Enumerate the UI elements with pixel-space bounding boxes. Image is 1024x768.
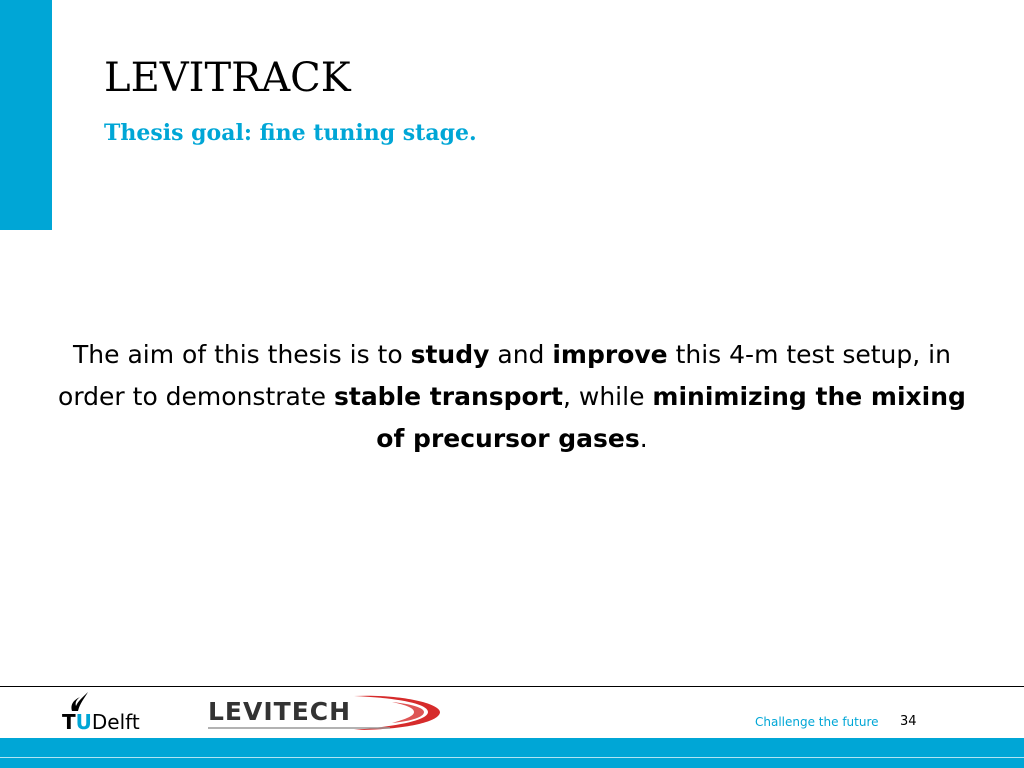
levitech-wordmark: LEVITECH: [208, 697, 352, 726]
body-paragraph: [40, 334, 984, 460]
accent-bar: [0, 0, 52, 230]
levitech-logo: [204, 690, 444, 734]
body-emphasis-minimizing: minimizing the mixing of precursor gases: [376, 382, 966, 453]
body-text-part: The aim of this thesis is to: [73, 340, 411, 369]
tudelft-u: U: [75, 710, 92, 734]
tudelft-flame-icon: [66, 690, 90, 712]
body-text-part: and: [489, 340, 553, 369]
tudelft-logo: [62, 690, 166, 734]
page-number: 34: [900, 714, 917, 729]
body-emphasis-study: study: [410, 340, 490, 369]
footer-tagline: Challenge the future: [755, 715, 879, 729]
body-emphasis-improve: improve: [552, 340, 668, 369]
body-text-part: .: [639, 424, 648, 453]
footer-stripe: [0, 757, 1024, 758]
footer-divider: [0, 686, 1024, 687]
tudelft-t: T: [62, 710, 76, 734]
footer-band: [0, 738, 1024, 768]
tudelft-wordmark: [62, 710, 140, 734]
body-text-part: this 4-m test setup, in order to demonstrate: [58, 340, 951, 411]
slide-title: LEVITRACK: [104, 55, 351, 101]
tudelft-delft: Delft: [91, 710, 140, 734]
slide-subtitle: Thesis goal: fine tuning stage.: [104, 120, 477, 146]
body-text-part: , while: [563, 382, 653, 411]
body-emphasis-stable-transport: stable transport: [333, 382, 563, 411]
